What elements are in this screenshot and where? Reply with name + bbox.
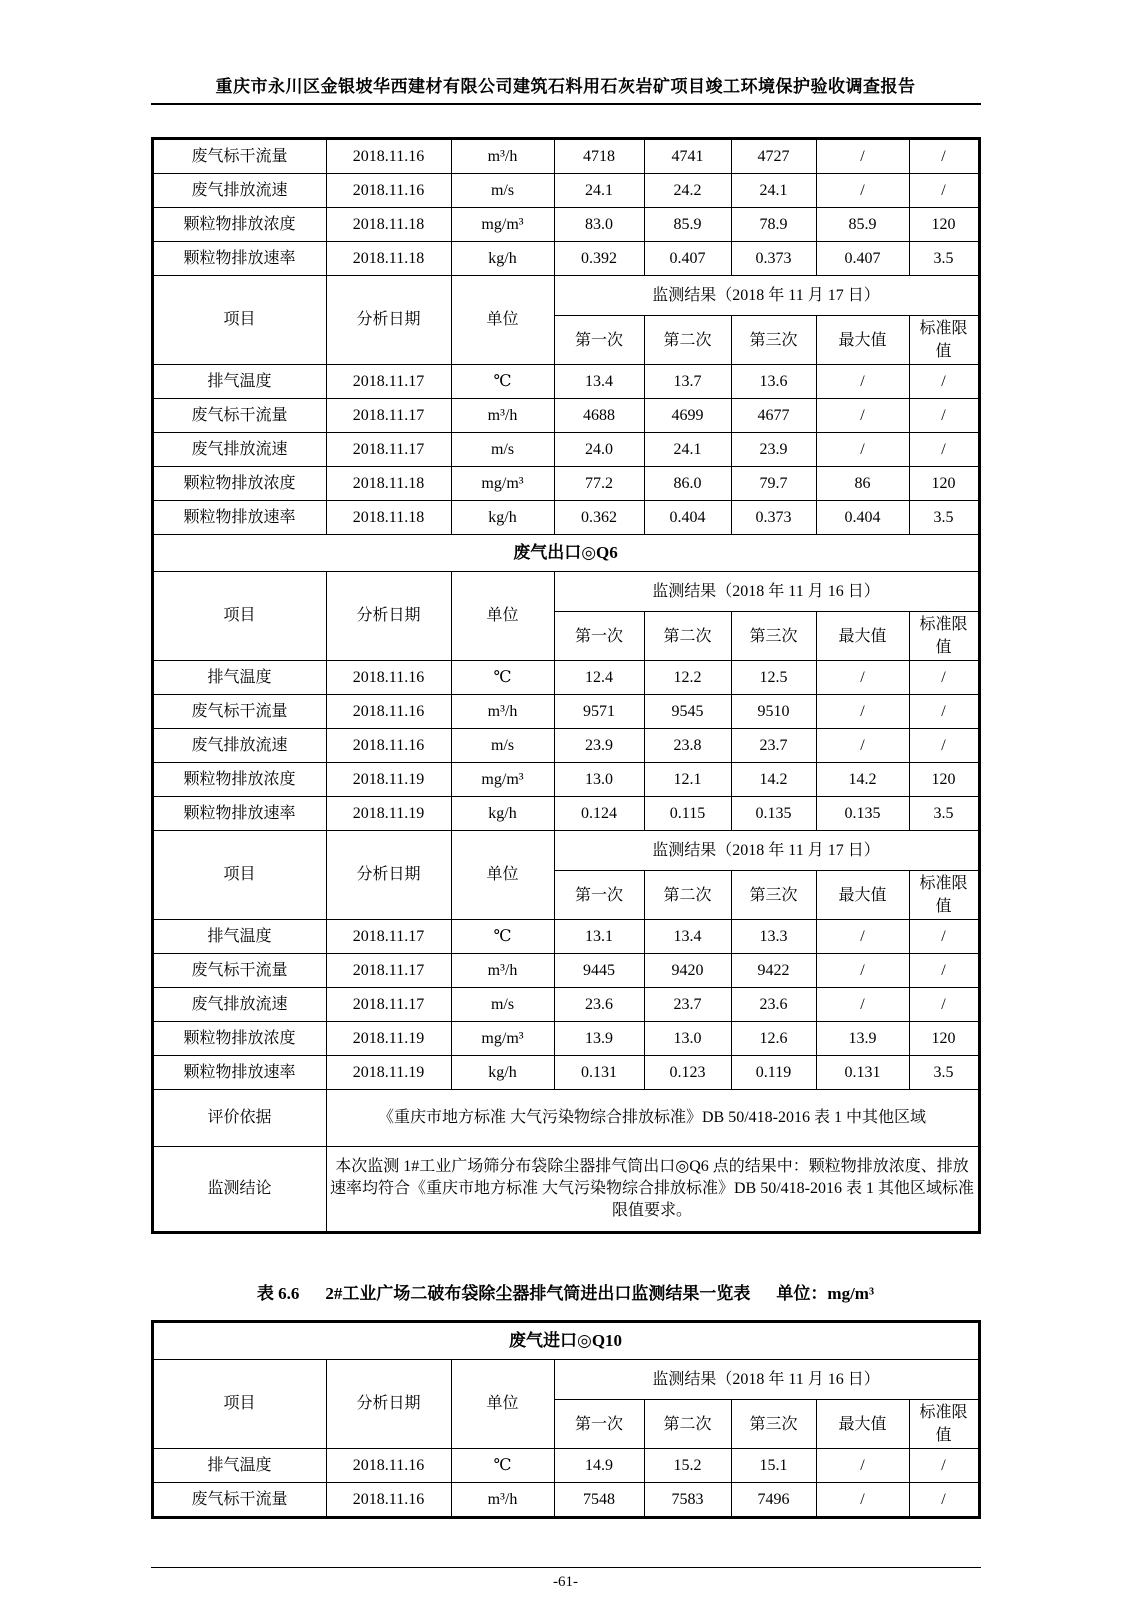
table-cell: 第二次	[644, 612, 731, 661]
table-cell: 0.362	[554, 501, 644, 535]
table-cell: 24.1	[731, 174, 816, 208]
table-cell: 0.404	[816, 501, 909, 535]
table-cell: 2018.11.16	[326, 1449, 451, 1483]
table-row	[152, 1449, 979, 1483]
table-cell: 2018.11.19	[326, 1056, 451, 1090]
table-cell: 废气排放流速	[152, 988, 326, 1022]
table-row	[152, 831, 979, 871]
table-cell: 23.9	[554, 729, 644, 763]
table-cell: kg/h	[451, 242, 554, 276]
table-cell: m/s	[451, 174, 554, 208]
table-cell: 2018.11.16	[326, 661, 451, 695]
table-cell: 78.9	[731, 208, 816, 242]
table-cell: 23.7	[731, 729, 816, 763]
table-cell: 项目	[152, 831, 326, 920]
table-cell: 2018.11.18	[326, 467, 451, 501]
table-cell: 2018.11.16	[326, 1483, 451, 1518]
table-cell: 15.1	[731, 1449, 816, 1483]
table-cell: 分析日期	[326, 276, 451, 365]
table-row	[152, 242, 979, 276]
table-cell: 24.0	[554, 433, 644, 467]
table-row	[152, 1322, 979, 1360]
table-cell: 排气温度	[152, 1449, 326, 1483]
table-cell: 最大值	[816, 612, 909, 661]
table-cell: 第二次	[644, 316, 731, 365]
table-caption-title: 2#工业广场二破布袋除尘器排气筒进出口监测结果一览表	[325, 1284, 751, 1303]
table-cell: 3.5	[909, 1056, 979, 1090]
table-cell: 2018.11.18	[326, 208, 451, 242]
table-cell: 颗粒物排放速率	[152, 242, 326, 276]
table-cell: 2018.11.19	[326, 797, 451, 831]
table-cell: 4727	[731, 139, 816, 174]
table-cell: /	[816, 954, 909, 988]
table-cell: 分析日期	[326, 1360, 451, 1449]
table-cell: 2018.11.17	[326, 433, 451, 467]
table-row	[152, 365, 979, 399]
table-cell: mg/m³	[451, 1022, 554, 1056]
table-cell: 0.407	[644, 242, 731, 276]
table-cell: 24.2	[644, 174, 731, 208]
table-cell: 第一次	[554, 871, 644, 920]
table-cell: 0.407	[816, 242, 909, 276]
table-cell: 标准限值	[909, 1400, 979, 1449]
table-cell: 2018.11.17	[326, 399, 451, 433]
table-cell: 2018.11.18	[326, 242, 451, 276]
table-cell: 颗粒物排放浓度	[152, 1022, 326, 1056]
table-cell: 85.9	[644, 208, 731, 242]
table-cell: /	[909, 661, 979, 695]
table-cell: /	[816, 988, 909, 1022]
table-row	[152, 920, 979, 954]
table-6-6-caption	[151, 1279, 981, 1304]
table-cell: 排气温度	[152, 920, 326, 954]
table-cell: 2018.11.17	[326, 988, 451, 1022]
table-row	[152, 661, 979, 695]
table-cell: 第一次	[554, 1400, 644, 1449]
table-cell: 颗粒物排放浓度	[152, 467, 326, 501]
table-cell: 分析日期	[326, 831, 451, 920]
table-caption-label: 表 6.6	[256, 1284, 300, 1303]
table-cell: 项目	[152, 1360, 326, 1449]
table-cell: 24.1	[644, 433, 731, 467]
table-cell: kg/h	[451, 1056, 554, 1090]
table-cell: /	[909, 988, 979, 1022]
page-content	[151, 0, 981, 1591]
table-row	[152, 763, 979, 797]
table-cell: 83.0	[554, 208, 644, 242]
table-cell: 0.392	[554, 242, 644, 276]
table-cell: 第二次	[644, 1400, 731, 1449]
table-row	[152, 954, 979, 988]
table-cell: ℃	[451, 920, 554, 954]
table-cell: 废气标干流量	[152, 399, 326, 433]
table-cell: 2018.11.17	[326, 365, 451, 399]
table-cell: 最大值	[816, 871, 909, 920]
table-cell: 2018.11.17	[326, 920, 451, 954]
table-cell: m/s	[451, 433, 554, 467]
table-cell: 最大值	[816, 316, 909, 365]
table-cell: 废气标干流量	[152, 1483, 326, 1518]
table-cell: 项目	[152, 572, 326, 661]
table-row	[152, 695, 979, 729]
table-cell: 9510	[731, 695, 816, 729]
table-cell: 14.2	[731, 763, 816, 797]
table-cell: /	[816, 365, 909, 399]
table-cell: 13.1	[554, 920, 644, 954]
table-cell: 第三次	[731, 316, 816, 365]
table-cell: 监测结果（2018 年 11 月 17 日）	[554, 831, 979, 871]
table-cell: 24.1	[554, 174, 644, 208]
table-cell: 79.7	[731, 467, 816, 501]
table-cell: 9420	[644, 954, 731, 988]
table-row	[152, 139, 979, 174]
table-cell: 0.123	[644, 1056, 731, 1090]
table-cell: 7496	[731, 1483, 816, 1518]
table-cell: /	[909, 139, 979, 174]
table-cell: 废气标干流量	[152, 954, 326, 988]
table-cell: 86	[816, 467, 909, 501]
table-cell: 0.404	[644, 501, 731, 535]
table-cell: 2018.11.19	[326, 763, 451, 797]
table-row	[152, 535, 979, 572]
table-cell: 0.373	[731, 242, 816, 276]
table-cell: 3.5	[909, 797, 979, 831]
table-cell: 13.6	[731, 365, 816, 399]
table-row	[152, 1483, 979, 1518]
table-cell: 2018.11.16	[326, 695, 451, 729]
table-cell: mg/m³	[451, 467, 554, 501]
table-row	[152, 1056, 979, 1090]
table-cell: 项目	[152, 276, 326, 365]
table-cell: 13.9	[554, 1022, 644, 1056]
table-cell: 9445	[554, 954, 644, 988]
table-cell: 77.2	[554, 467, 644, 501]
table-cell: /	[816, 920, 909, 954]
table-cell: 23.6	[731, 988, 816, 1022]
table-cell: ℃	[451, 1449, 554, 1483]
table-cell: 第二次	[644, 871, 731, 920]
table-cell: 86.0	[644, 467, 731, 501]
monitoring-results-table-q10	[151, 1320, 981, 1519]
table-cell: 2018.11.16	[326, 174, 451, 208]
table-cell: 单位	[451, 831, 554, 920]
table-cell: 120	[909, 763, 979, 797]
table-cell: 14.9	[554, 1449, 644, 1483]
table-section-header: 废气进口◎Q10	[152, 1322, 979, 1360]
table-cell: 3.5	[909, 242, 979, 276]
table-cell: 废气标干流量	[152, 139, 326, 174]
table-cell: 本次监测 1#工业广场筛分布袋除尘器排气筒出口◎Q6 点的结果中：颗粒物排放浓度、排放速率均符合《重庆市地方标准 大气污染物综合排放标准》DB 50/418-2016 表 1 其他区域标准限值要求。	[326, 1147, 979, 1233]
table-cell: /	[909, 399, 979, 433]
table-cell: 废气标干流量	[152, 695, 326, 729]
table-cell: 2018.11.19	[326, 1022, 451, 1056]
table-cell: /	[909, 1449, 979, 1483]
table-cell: 7548	[554, 1483, 644, 1518]
table-row	[152, 501, 979, 535]
table-cell: 0.135	[731, 797, 816, 831]
table-cell: /	[816, 729, 909, 763]
table-cell: m³/h	[451, 954, 554, 988]
table-cell: 0.119	[731, 1056, 816, 1090]
table-cell: /	[816, 399, 909, 433]
table-cell: /	[816, 433, 909, 467]
table-row	[152, 276, 979, 316]
table-row	[152, 572, 979, 612]
table-cell: /	[909, 729, 979, 763]
table-cell: 第三次	[731, 871, 816, 920]
table-cell: /	[816, 695, 909, 729]
table-cell: 15.2	[644, 1449, 731, 1483]
table-cell: 13.3	[731, 920, 816, 954]
table-row	[152, 1090, 979, 1147]
table-cell: 2018.11.16	[326, 729, 451, 763]
monitoring-results-table-q6	[151, 137, 981, 1234]
table-cell: 废气排放流速	[152, 729, 326, 763]
table-row	[152, 729, 979, 763]
table-row	[152, 797, 979, 831]
table-cell: 0.373	[731, 501, 816, 535]
table-cell: 监测结果（2018 年 11 月 16 日）	[554, 1360, 979, 1400]
table-cell: 颗粒物排放浓度	[152, 208, 326, 242]
table-cell: 2018.11.17	[326, 954, 451, 988]
table-cell: 12.4	[554, 661, 644, 695]
table-cell: 9571	[554, 695, 644, 729]
table-cell: kg/h	[451, 797, 554, 831]
table-cell: 0.131	[554, 1056, 644, 1090]
table-cell: 分析日期	[326, 572, 451, 661]
table-cell: m³/h	[451, 695, 554, 729]
table-cell: 最大值	[816, 1400, 909, 1449]
table-cell: 监测结论	[152, 1147, 326, 1233]
table-row	[152, 1022, 979, 1056]
table-cell: m/s	[451, 988, 554, 1022]
table-cell: 标准限值	[909, 316, 979, 365]
table-cell: 4718	[554, 139, 644, 174]
table-cell: 13.0	[644, 1022, 731, 1056]
table-cell: 第一次	[554, 316, 644, 365]
table-cell: 13.7	[644, 365, 731, 399]
table-cell: 2018.11.16	[326, 139, 451, 174]
table-cell: /	[816, 139, 909, 174]
table-cell: 监测结果（2018 年 11 月 16 日）	[554, 572, 979, 612]
table-cell: 0.115	[644, 797, 731, 831]
table-cell: 4699	[644, 399, 731, 433]
table-cell: 标准限值	[909, 871, 979, 920]
table-cell: 13.9	[816, 1022, 909, 1056]
table-cell: /	[816, 1483, 909, 1518]
table-cell: 废气排放流速	[152, 174, 326, 208]
table-cell: /	[909, 174, 979, 208]
table-cell: 第三次	[731, 612, 816, 661]
table-cell: ℃	[451, 661, 554, 695]
table-cell: 0.124	[554, 797, 644, 831]
table-row	[152, 988, 979, 1022]
table-cell: mg/m³	[451, 208, 554, 242]
table-cell: 120	[909, 1022, 979, 1056]
table-cell: 排气温度	[152, 661, 326, 695]
table-cell: 12.6	[731, 1022, 816, 1056]
table-cell: 23.6	[554, 988, 644, 1022]
table-row	[152, 208, 979, 242]
table-cell: 颗粒物排放速率	[152, 797, 326, 831]
table-cell: kg/h	[451, 501, 554, 535]
table-cell: 颗粒物排放速率	[152, 501, 326, 535]
table-cell: 13.4	[644, 920, 731, 954]
table-cell: 颗粒物排放浓度	[152, 763, 326, 797]
table-cell: 4677	[731, 399, 816, 433]
table-cell: 13.4	[554, 365, 644, 399]
table-cell: 7583	[644, 1483, 731, 1518]
table-cell: 监测结果（2018 年 11 月 17 日）	[554, 276, 979, 316]
table-cell: /	[909, 954, 979, 988]
table-cell: m³/h	[451, 1483, 554, 1518]
table-cell: m³/h	[451, 399, 554, 433]
table-cell: m/s	[451, 729, 554, 763]
table-cell: 23.7	[644, 988, 731, 1022]
table-cell: 废气排放流速	[152, 433, 326, 467]
table-cell: 单位	[451, 572, 554, 661]
table-cell: mg/m³	[451, 763, 554, 797]
table-row	[152, 174, 979, 208]
table-row	[152, 1147, 979, 1233]
table-cell: /	[909, 433, 979, 467]
table-cell: /	[909, 920, 979, 954]
report-header-title: 重庆市永川区金银坡华西建材有限公司建筑石料用石灰岩矿项目竣工环境保护验收调查报告	[151, 76, 981, 105]
table-cell: 120	[909, 208, 979, 242]
table-cell: 颗粒物排放速率	[152, 1056, 326, 1090]
page-number: -61-	[553, 1574, 578, 1590]
table-cell: 4688	[554, 399, 644, 433]
table-cell: m³/h	[451, 139, 554, 174]
table-cell: 单位	[451, 276, 554, 365]
table-cell: /	[816, 174, 909, 208]
table-cell: 2018.11.18	[326, 501, 451, 535]
table-cell: 13.0	[554, 763, 644, 797]
table-cell: /	[909, 365, 979, 399]
table-cell: /	[909, 1483, 979, 1518]
table-row	[152, 467, 979, 501]
table-cell: 标准限值	[909, 612, 979, 661]
table-cell: 0.135	[816, 797, 909, 831]
table-cell: 120	[909, 467, 979, 501]
table-cell: 评价依据	[152, 1090, 326, 1147]
table-row	[152, 1360, 979, 1400]
table-cell: 23.8	[644, 729, 731, 763]
table-cell: 4741	[644, 139, 731, 174]
table-cell: 《重庆市地方标准 大气污染物综合排放标准》DB 50/418-2016 表 1 中其他区域	[326, 1090, 979, 1147]
table-cell: 12.2	[644, 661, 731, 695]
table-cell: 0.131	[816, 1056, 909, 1090]
table-caption-unit: 单位：mg/m³	[776, 1284, 875, 1303]
table-cell: 3.5	[909, 501, 979, 535]
table-cell: 85.9	[816, 208, 909, 242]
table-section-header: 废气出口◎Q6	[152, 535, 979, 572]
table-cell: 12.1	[644, 763, 731, 797]
table-cell: 14.2	[816, 763, 909, 797]
table-cell: 第一次	[554, 612, 644, 661]
table-cell: 排气温度	[152, 365, 326, 399]
table-cell: 第三次	[731, 1400, 816, 1449]
table-row	[152, 433, 979, 467]
table-cell: 12.5	[731, 661, 816, 695]
table-cell: 单位	[451, 1360, 554, 1449]
footer-rule	[151, 1567, 981, 1568]
table-cell: /	[816, 1449, 909, 1483]
table-cell: 23.9	[731, 433, 816, 467]
table-cell: 9545	[644, 695, 731, 729]
table-row	[152, 399, 979, 433]
table-cell: 9422	[731, 954, 816, 988]
table-cell: ℃	[451, 365, 554, 399]
table-cell: /	[816, 661, 909, 695]
table-cell: /	[909, 695, 979, 729]
